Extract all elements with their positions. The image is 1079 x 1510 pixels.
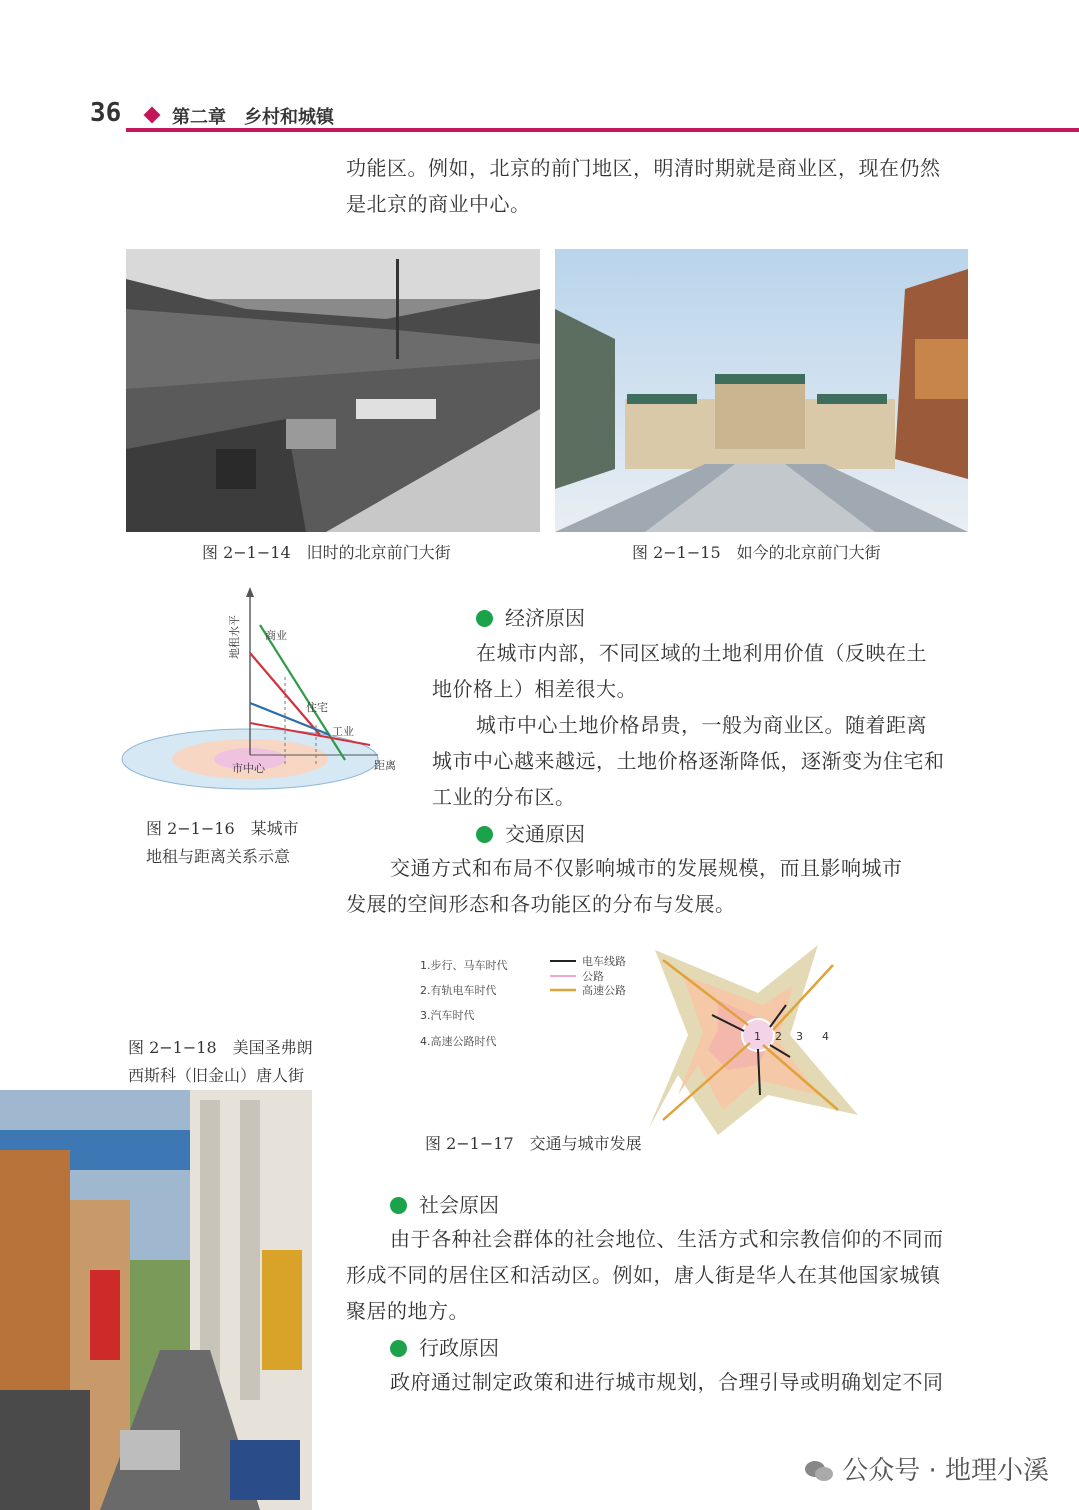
residence-label: 住宅 [306,701,328,714]
traffic-city-diagram [418,945,868,1135]
econ-heading [476,602,585,631]
industry-label: 工业 [332,725,354,738]
legend-stage-3: 3.汽车时代 [420,1009,475,1022]
distance-label: 距离 [374,759,396,772]
admin-paragraph [346,1364,976,1400]
bullet-icon [476,826,493,843]
text-line: 功能区。例如，北京的前门地区，明清时期就是商业区，现在仍然 [346,156,941,180]
watermark [804,1450,1049,1487]
heading-text: 经济原因 [505,606,585,630]
fig18-caption [128,1034,313,1090]
caption-line: 西斯科（旧金山）唐人街 [128,1066,305,1085]
old-qianmen-photo [126,249,540,532]
chapter-diamond-icon [144,107,161,124]
ring-3: 3 [796,1030,803,1043]
commerce-label: 商业 [265,629,287,642]
legend-stage-4: 4.高速公路时代 [420,1035,497,1048]
text-line: 在城市内部，不同区域的土地利用价值（反映在土 [476,641,927,665]
social-paragraph [346,1221,976,1329]
bullet-icon [476,610,493,627]
social-heading [390,1189,499,1218]
text-line: 地价格上）相差很大。 [432,677,637,701]
text-line: 交通方式和布局不仅影响城市的发展规模，而且影响城市 [390,856,903,880]
legend-tram: 电车线路 [582,955,626,968]
legend-highway: 高速公路 [582,984,626,997]
traffic-paragraph [346,850,976,922]
caption-line: 图 2−1−16 某城市 [146,819,299,838]
ring-4: 4 [822,1030,829,1043]
text-line: 城市中心越来越远，土地价格逐渐降低，逐渐变为住宅和 [432,749,945,773]
caption-line: 图 2−1−18 美国圣弗朗 [128,1038,313,1057]
ring-2: 2 [775,1030,782,1043]
fig15-caption: 图 2−1−15 如今的北京前门大街 [632,543,881,562]
text-line: 由于各种社会群体的社会地位、生活方式和宗教信仰的不同而 [390,1227,944,1251]
legend-stage-2: 2.有轨电车时代 [420,984,497,997]
text-line: 形成不同的居住区和活动区。例如，唐人街是华人在其他国家城镇 [346,1263,941,1287]
page-number: 36 [90,98,122,128]
ring-1: 1 [754,1030,761,1043]
text-line: 城市中心土地价格昂贵，一般为商业区。随着距离 [476,713,927,737]
econ-paragraph [432,635,972,815]
fig14-caption: 图 2−1−14 旧时的北京前门大街 [202,543,451,562]
bullet-icon [390,1340,407,1357]
fig17-caption: 图 2−1−17 交通与城市发展 [425,1134,642,1153]
intro-paragraph [346,150,976,222]
admin-heading [390,1332,499,1361]
text-line: 发展的空间形态和各功能区的分布与发展。 [346,892,736,916]
fig16-caption [146,815,299,871]
heading-text: 社会原因 [419,1193,499,1217]
rent-level-label: 地租水平 [228,615,241,659]
city-center-label: 市中心 [232,762,265,775]
heading-text: 交通原因 [505,822,585,846]
text-line: 是北京的商业中心。 [346,192,531,216]
caption-line: 地租与距离关系示意 [146,847,291,866]
legend-road: 公路 [582,970,604,983]
rent-distance-diagram [120,585,405,795]
header-rule [126,128,1079,132]
chinatown-photo [0,1090,312,1510]
text-line: 政府通过制定政策和进行城市规划，合理引导或明确划定不同 [390,1370,944,1394]
text-line: 工业的分布区。 [432,785,576,809]
heading-text: 行政原因 [419,1336,499,1360]
watermark-text: 公众号 · 地理小溪 [842,1456,1049,1486]
legend-stage-1: 1.步行、马车时代 [420,959,508,972]
text-line: 聚居的地方。 [346,1299,469,1323]
modern-qianmen-photo [555,249,968,532]
chapter-title: 第二章 乡村和城镇 [172,107,334,128]
bullet-icon [390,1197,407,1214]
traffic-heading [476,818,585,847]
wechat-icon [804,1459,834,1483]
